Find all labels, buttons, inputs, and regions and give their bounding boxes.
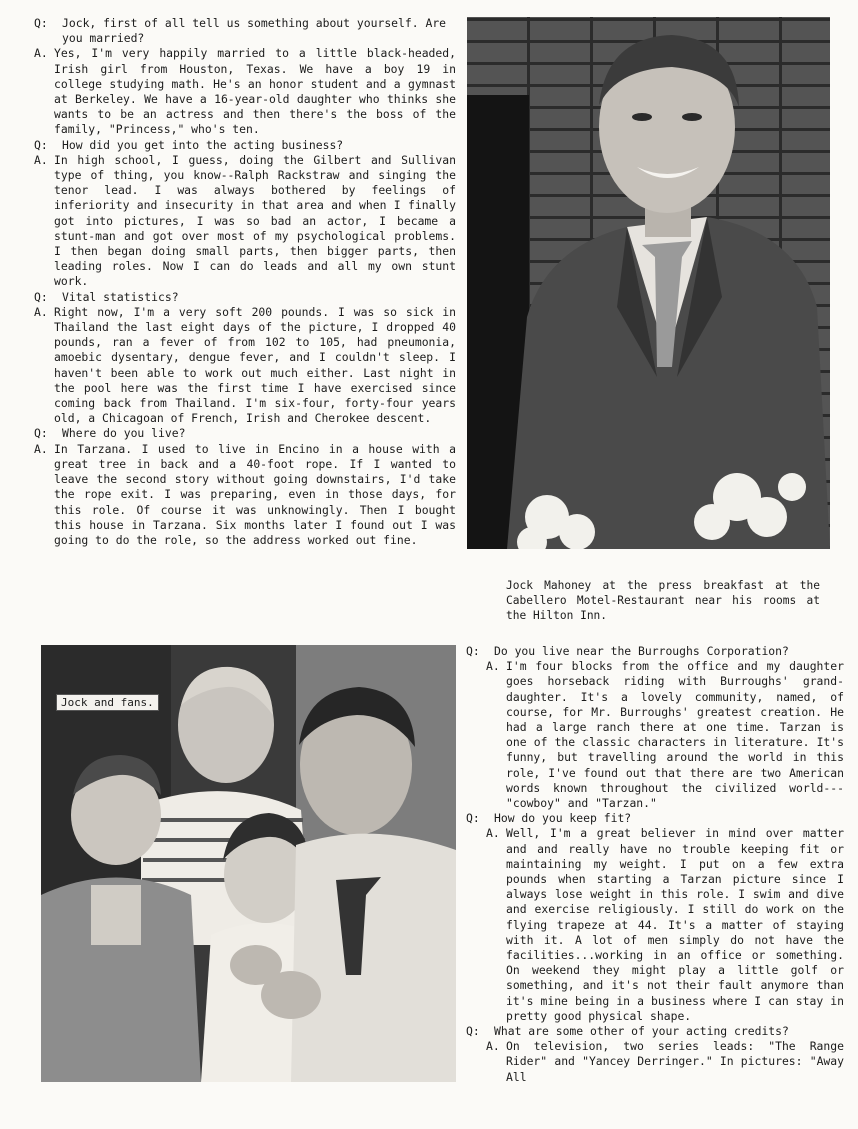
q-prefix: Q: bbox=[466, 811, 480, 826]
qa-item bbox=[34, 138, 456, 290]
answer-text: In Tarzana. I used to live in Encino in a house with a great tree in back and a 40-foot rope. If I wanted to leave the second story without going downstairs, I'd take the rope exit. I was preparing, even in those days, for this role. Of course it was unknowingly. Then I bought this house in Tarzana. Six months later I found out I was going to do the role, so the address worked out fine. bbox=[54, 441, 456, 547]
left-qa-column bbox=[34, 16, 456, 548]
question-text: How did you get into the acting business? bbox=[62, 137, 344, 152]
photo-caption: Jock Mahoney at the press breakfast at the Cabellero Motel-Restaurant near his rooms at the Hilton Inn. bbox=[506, 579, 820, 623]
qa-item bbox=[466, 644, 844, 811]
q-prefix: Q: bbox=[34, 137, 48, 152]
question-text: Vital statistics? bbox=[62, 289, 179, 304]
a-prefix: A. bbox=[34, 304, 48, 319]
answer-text: In high school, I guess, doing the Gilbert and Sullivan type of thing, you know--Ralph Rackstraw and singing the tenor lead. I was always bothered by feelings of inferiority and insecurity in that area and when I finally got into pictures, I was so bad an actor, I became a stunt-man and got over most of my psychological problems. I then began doing small parts, then bigger parts, then leading roles. Now I can do leads and all my own stunt work. bbox=[54, 152, 456, 289]
a-prefix: A. bbox=[34, 441, 48, 456]
answer-text: Well, I'm a great believer in mind over matter and and really have no trouble keeping fit or maintaining my weight. I put on a few extra pounds when starting a Tarzan picture since I always lose weight in this role. I swim and dive and exercise religiously. I still do work on the flying trapeze at 44. It's a matter of staying with it. A lot of men simply do not have the facilities...working in an office or something. On weekend they might play a little golf or something, and it's not their fault anymore than it's mine being in a business where I can stay in pretty good physical shape. bbox=[506, 826, 844, 1023]
question-text: Do you live near the Burroughs Corporation? bbox=[494, 644, 789, 658]
qa-item bbox=[34, 290, 456, 427]
answer-text: I'm four blocks from the office and my daughter goes horseback riding with Burroughs' grand-daughter. It's a lovely community, named, of course, for Mr. Burroughs' greatest creation. He had a large ranch there at one time. Tarzan is one of the classic characters in literature. It's funny, but travelling around the world in this role, I've found out that there are two American words known throughout the civilized world---"cowboy" and "Tarzan." bbox=[506, 659, 844, 811]
a-prefix: A. bbox=[486, 1039, 500, 1054]
a-prefix: A. bbox=[34, 152, 48, 167]
q-prefix: Q: bbox=[34, 289, 48, 304]
answer-text: On television, two series leads: "The Range Rider" and "Yancey Derringer." In pictures: "Away All bbox=[506, 1039, 844, 1084]
qa-item bbox=[34, 16, 456, 138]
a-prefix: A. bbox=[486, 826, 500, 841]
q-prefix: Q: bbox=[466, 644, 480, 658]
q-prefix: Q: bbox=[34, 426, 48, 441]
qa-item bbox=[466, 811, 844, 1024]
qa-item bbox=[34, 426, 456, 548]
a-prefix: A. bbox=[34, 46, 48, 61]
question-text: Where do you live? bbox=[62, 426, 186, 441]
a-prefix: A. bbox=[486, 659, 500, 674]
question-text: What are some other of your acting credits? bbox=[494, 1024, 789, 1039]
q-prefix: Q: bbox=[466, 1024, 480, 1039]
answer-text: Yes, I'm very happily married to a little black-headed, Irish girl from Houston, Texas. We have a boy 19 in college studying math. He's an honor student and a gymnast at Berkeley. We have a 16-year-old daughter who thinks she wants to be an actress and then there's the boss of the family, "Princess," who's ten. bbox=[54, 46, 456, 137]
qa-item bbox=[466, 1024, 844, 1085]
man-silhouette bbox=[507, 17, 830, 549]
q-prefix: Q: bbox=[34, 16, 48, 30]
photo-label: Jock and fans. bbox=[56, 694, 159, 711]
jock-mahoney-photo bbox=[467, 17, 830, 549]
right-qa-column bbox=[466, 644, 844, 1085]
question-text: Jock, first of all tell us something about yourself. Are you married? bbox=[62, 16, 447, 46]
question-text: How do you keep fit? bbox=[494, 811, 632, 826]
answer-text: Right now, I'm a very soft 200 pounds. I was so sick in Thailand the last eight days of the picture, I dropped 40 pounds, ran a fever of from 102 to 105, had pneumonia, amoebic dysentary, dengue fever, and I couldn't sleep. I haven't been able to work out much either. Last night in the pool here was the first time I have exercised since coming back from Thailand. I'm six-four, forty-four years old, a Chicagoan of French, Irish and Cherokee descent. bbox=[54, 304, 456, 426]
